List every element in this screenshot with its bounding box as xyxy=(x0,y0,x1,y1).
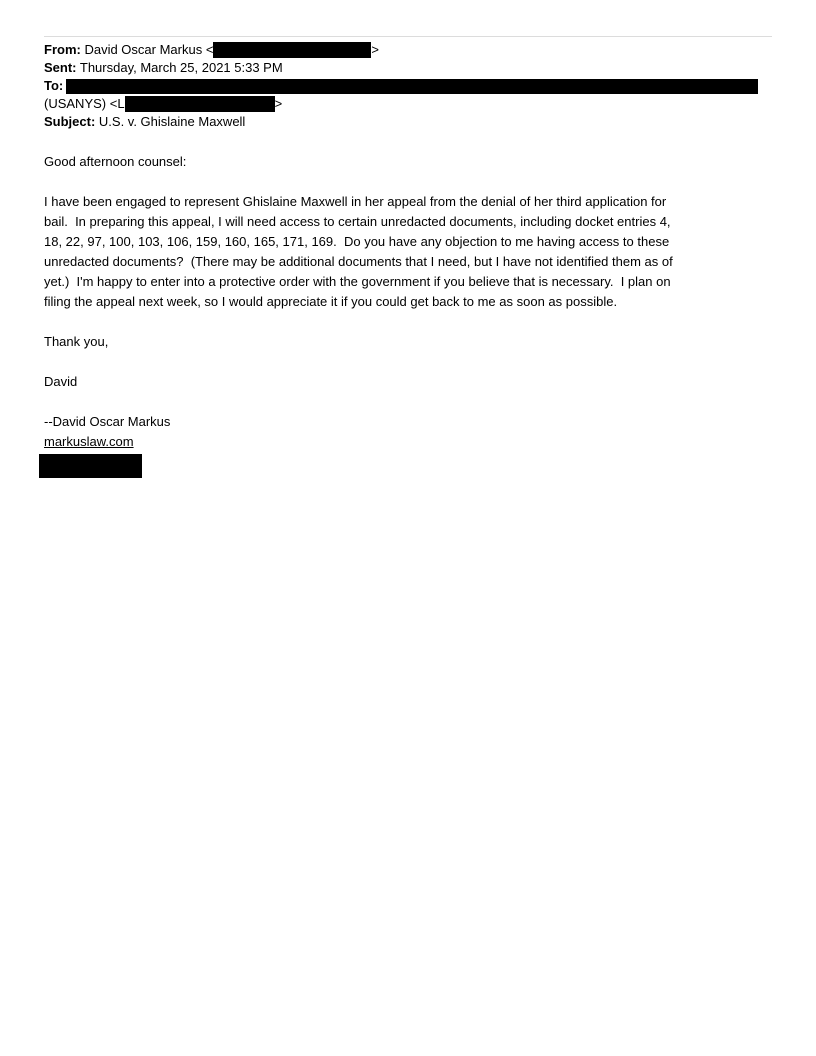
closing: Thank you, xyxy=(44,334,109,349)
from-value: David Oscar Markus < xyxy=(80,42,214,57)
header-row-from xyxy=(44,41,772,59)
blank-line xyxy=(44,392,772,412)
sent-label: Sent: xyxy=(44,60,77,75)
signoff: David xyxy=(44,374,78,389)
header-row-sent xyxy=(44,59,772,77)
paragraph-line: I have been engaged to represent Ghislaine Maxwell in her appeal from the denial of her third application for xyxy=(44,194,667,209)
blank-line xyxy=(44,172,772,192)
paragraph-line: yet.) I'm happy to enter into a protective order with the government if you believe that is necessary. I plan on xyxy=(44,274,671,289)
usanys-close-bracket: > xyxy=(274,96,283,111)
signature-name: --David Oscar Markus xyxy=(44,414,171,429)
redaction-from-email xyxy=(213,42,371,58)
blank-line xyxy=(44,312,772,332)
header-row-to xyxy=(44,77,772,95)
paragraph-line: unredacted documents? (There may be additional documents that I need, but I have not identified them as of xyxy=(44,254,673,269)
header-row-to-line2 xyxy=(44,95,772,113)
from-close-bracket: > xyxy=(371,42,380,57)
paragraph-line: filing the appeal next week, so I would appreciate it if you could get back to me as soon as possible. xyxy=(44,294,618,309)
header-row-subject xyxy=(44,113,772,131)
subject-value: U.S. v. Ghislaine Maxwell xyxy=(95,114,246,129)
paragraph-line: bail. In preparing this appeal, I will need access to certain unredacted documents, including docket entries 4, xyxy=(44,214,671,229)
header-divider xyxy=(44,36,772,37)
signature-website-link[interactable]: markuslaw.com xyxy=(44,434,134,449)
email-body xyxy=(44,152,772,478)
email-headers xyxy=(44,41,772,131)
blank-line xyxy=(44,352,772,372)
greeting: Good afternoon counsel: xyxy=(44,154,187,169)
usanys-prefix: (USANYS) <L xyxy=(44,96,125,111)
from-label: From: xyxy=(44,42,81,57)
to-label: To: xyxy=(44,78,64,93)
redaction-usanys-email xyxy=(125,96,275,112)
redaction-to-recipients xyxy=(66,79,758,94)
sent-value: Thursday, March 25, 2021 5:33 PM xyxy=(76,60,283,75)
paragraph-line: 18, 22, 97, 100, 103, 106, 159, 160, 165, 171, 169. Do you have any objection to me having access to these xyxy=(44,234,670,249)
subject-label: Subject: xyxy=(44,114,96,129)
redaction-signature-block xyxy=(39,454,142,478)
